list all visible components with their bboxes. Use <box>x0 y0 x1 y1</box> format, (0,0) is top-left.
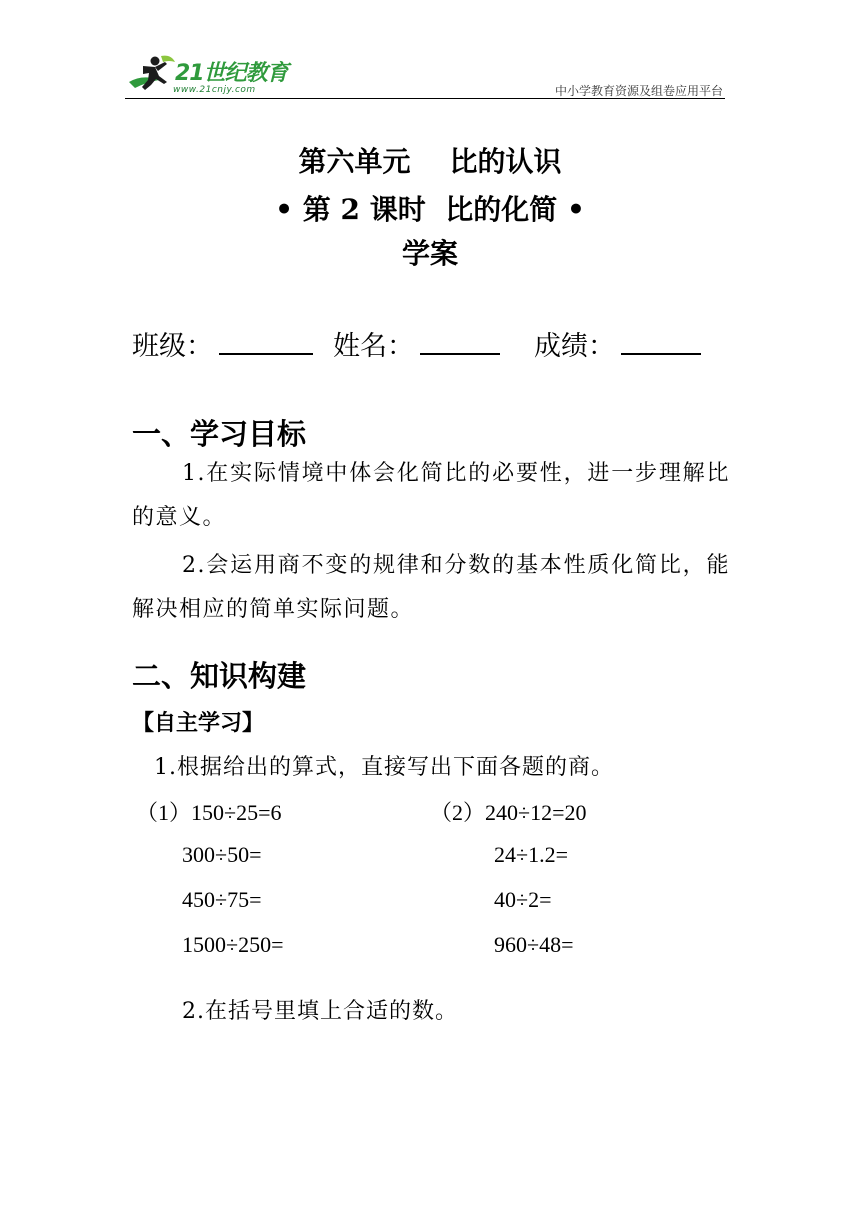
group-1-item-3: 1500÷250= <box>182 932 284 957</box>
runner-logo-icon <box>125 52 177 96</box>
group-2-item-1: 24÷1.2= <box>494 842 568 867</box>
group-1-label: （1） <box>136 800 192 825</box>
group-1-given <box>136 796 282 827</box>
lesson-title: • 第 2 课时 比的化简 • <box>275 193 585 226</box>
self-study-heading: 【自主学习】 <box>132 710 265 736</box>
group-1-item-2: 450÷75= <box>182 887 262 912</box>
question-1: 1.根据给出的算式，直接写出下面各题的商。 <box>154 755 614 780</box>
logo-url: www.21cnjy.com <box>173 85 256 95</box>
score-label: 成绩： <box>534 331 615 362</box>
class-label: 班级： <box>132 331 213 362</box>
unit-title: 第六单元 比的认识 <box>298 145 562 178</box>
group-2-item-2: 40÷2= <box>494 887 552 912</box>
group-1-given-expr: 150÷25=6 <box>191 800 282 825</box>
section-heading-goals: 一、学习目标 <box>132 417 307 451</box>
score-blank[interactable] <box>621 331 701 355</box>
group-2-given <box>430 796 587 827</box>
name-blank[interactable] <box>420 331 500 355</box>
section-heading-knowledge: 二、知识构建 <box>132 659 307 693</box>
group-2-item-3: 960÷48= <box>494 932 574 957</box>
question-2: 2.在括号里填上合适的数。 <box>182 999 458 1024</box>
logo-text: 21世纪教育 <box>175 61 288 86</box>
goal-1: 1.在实际情境中体会化简比的必要性，进一步理解比的意义。 <box>132 461 730 530</box>
group-2-label: （2） <box>430 800 486 825</box>
group-2-given-expr: 240÷12=20 <box>485 800 587 825</box>
goal-2: 2.会运用商不变的规律和分数的基本性质化简比，能解决相应的简单实际问题。 <box>132 553 730 622</box>
platform-name: 中小学教育资源及组卷应用平台 <box>554 84 723 98</box>
student-info-line <box>132 324 701 363</box>
group-1-item-1: 300÷50= <box>182 842 262 867</box>
page-header <box>125 52 725 100</box>
header-divider <box>125 98 725 99</box>
name-label: 姓名： <box>333 331 414 362</box>
class-blank[interactable] <box>219 331 313 355</box>
logo <box>125 52 295 98</box>
doc-type-title: 学案 <box>401 237 458 270</box>
